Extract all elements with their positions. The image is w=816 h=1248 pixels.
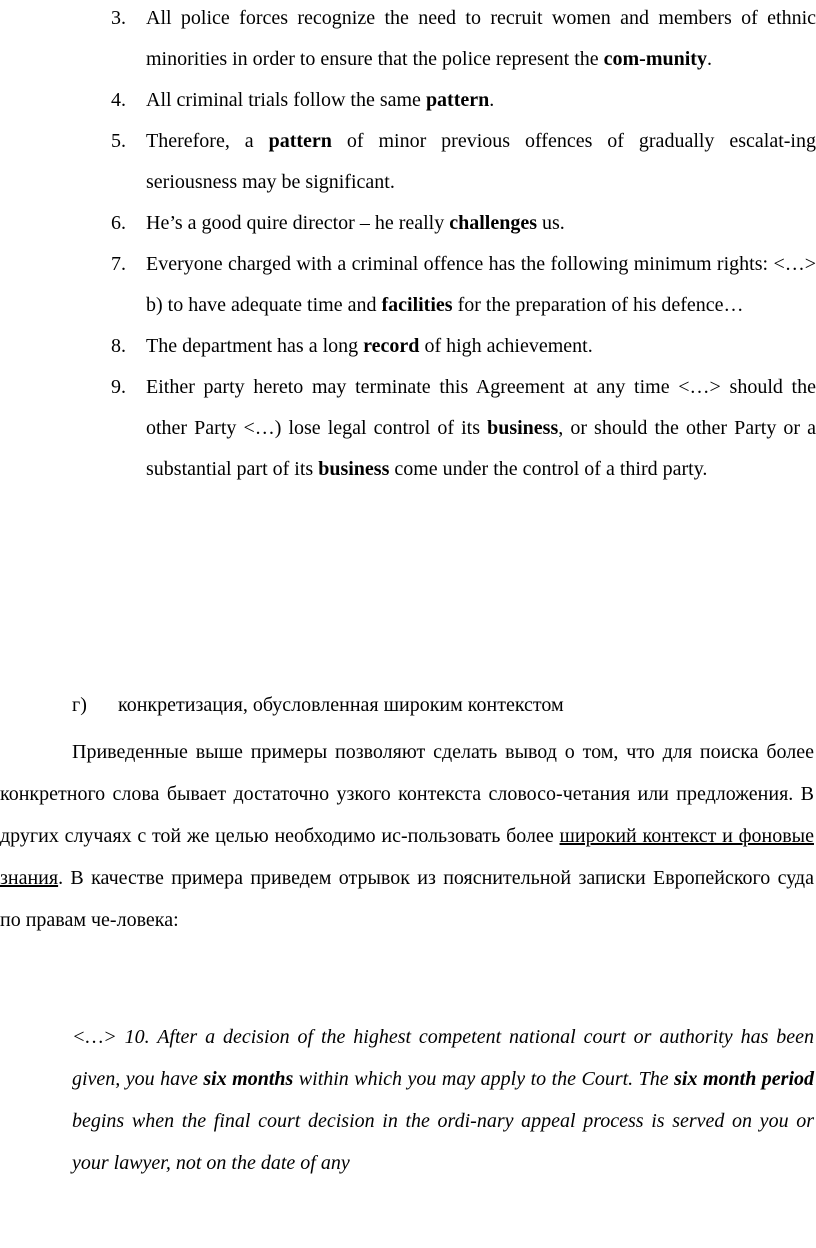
highlighted-term: record <box>363 335 420 357</box>
highlighted-term: six month period <box>674 1068 814 1090</box>
example-list <box>0 0 816 492</box>
body-paragraph: Приведенные выше примеры позволяют сделать вывод о том, что для поиска более конкретного слова бывает достаточно узкого контекста словосо-четания или предложения. В других случаях с той же целью необходимо ис-пользовать более широкий контекст и фоновые знания. В качестве примера приведем отрывок из пояснительной записки Европейского суда по правам че-ловека: <box>0 741 814 931</box>
list-item <box>0 203 816 244</box>
list-item <box>0 121 816 203</box>
item-text: The department has a long record of high achievement. <box>146 335 593 357</box>
item-number: 8. <box>111 335 126 357</box>
section-subheading <box>72 694 564 717</box>
list-item <box>0 367 816 490</box>
subheading-letter: г) <box>72 694 87 716</box>
list-item <box>0 0 816 80</box>
item-number: 3. <box>111 7 126 29</box>
highlighted-term: business <box>487 417 559 439</box>
highlighted-term: six months <box>203 1068 294 1090</box>
item-text: All criminal trials follow the same pattern. <box>146 89 495 111</box>
item-text: Everyone charged with a criminal offence has the following minimum rights: <…> b) to have adequate time and facilities for the preparation of his defence… <box>146 253 816 316</box>
highlighted-term: pattern <box>425 89 490 111</box>
item-number: 6. <box>111 212 126 234</box>
list-item <box>0 244 816 326</box>
quoted-excerpt: <…> 10. After a decision of the highest competent national court or authority has been given, you have six months within which you may apply to the Court. The six month period begins when the final court decision in the ordi-nary appeal process is served on you or your lawyer, not on the date of any <box>72 1026 814 1174</box>
highlighted-term: com-munity <box>603 48 707 70</box>
item-number: 5. <box>111 130 126 152</box>
item-text: All police forces recognize the need to recruit women and members of ethnic minorities in order to ensure that the police represent the com-munity. <box>146 7 816 70</box>
item-text: He’s a good quire director – he really challenges us. <box>146 212 565 234</box>
highlighted-term: pattern <box>268 130 332 152</box>
item-number: 7. <box>111 253 126 275</box>
list-item <box>0 326 816 367</box>
item-text: Either party hereto may terminate this Agreement at any time <…> should the other Party <…) lose legal control of its business, or should the other Party or a substantial part of its business come under the control of a third party. <box>146 376 816 480</box>
highlighted-term: business <box>318 458 390 480</box>
item-number: 4. <box>111 89 126 111</box>
highlighted-term: challenges <box>449 212 538 234</box>
list-item <box>0 80 816 121</box>
highlighted-term: facilities <box>381 294 453 316</box>
subheading-text: конкретизация, обусловленная широким контекстом <box>118 694 564 716</box>
item-number: 9. <box>111 376 126 398</box>
underlined-phrase: широкий контекст и фоновые знания <box>0 825 814 889</box>
item-text: Therefore, a pattern of minor previous offences of gradually escalat-ing seriousness may be significant. <box>146 130 816 193</box>
